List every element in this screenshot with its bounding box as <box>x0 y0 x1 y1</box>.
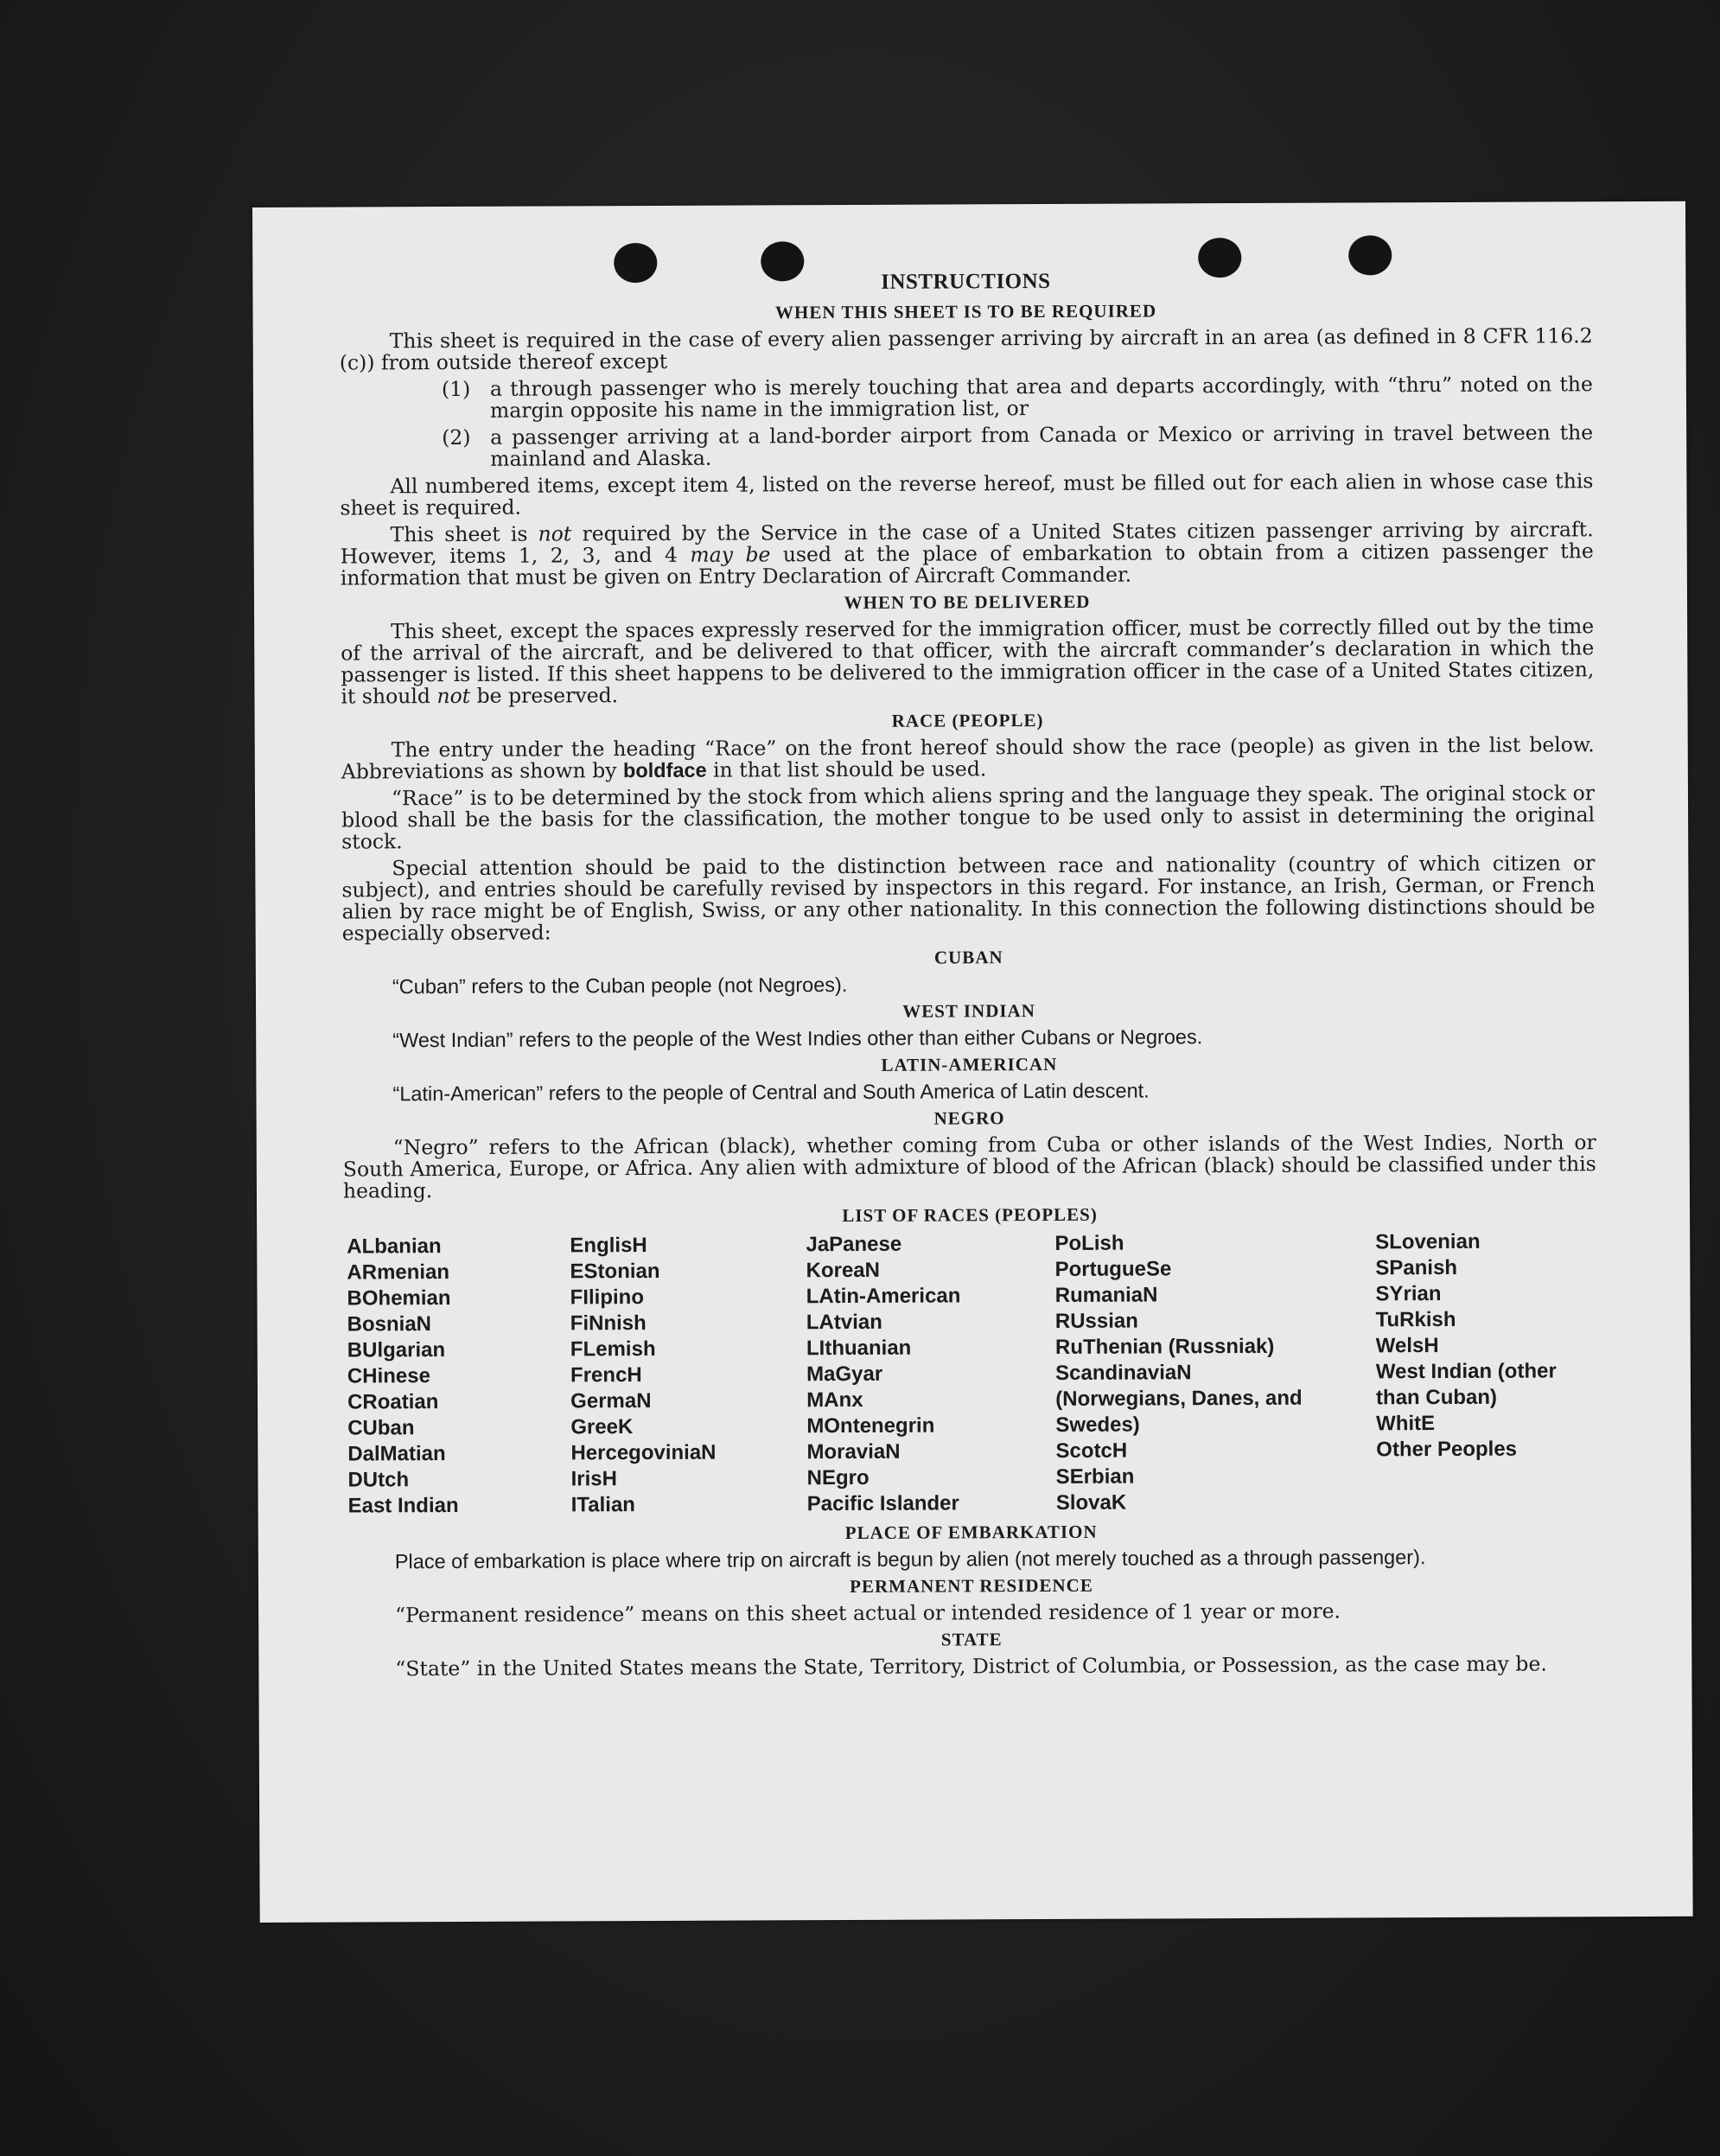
race-list <box>347 1228 1597 1519</box>
race-entry: Other Peoples <box>1376 1437 1518 1462</box>
race-entry: SPanish <box>1375 1255 1458 1280</box>
race-entry: SYrian <box>1375 1282 1442 1306</box>
race-entry: MAnx <box>806 1387 863 1413</box>
race-entry: LIthuanian <box>806 1336 912 1361</box>
race-entry: BUlgarian <box>347 1338 446 1362</box>
race-paragraph-1 <box>341 734 1595 782</box>
cuban-definition: “Cuban” refers to the Cuban people (not Negroes). <box>392 973 848 998</box>
race-column <box>570 1232 807 1518</box>
section-heading-latin-american: LATIN-AMERICAN <box>881 1053 1058 1075</box>
race-entry: DalMatian <box>347 1442 446 1466</box>
race-entry: MoraviaN <box>806 1439 901 1464</box>
race-column <box>1054 1229 1376 1516</box>
emphasis-not: not <box>436 683 471 709</box>
section-heading-required: WHEN THIS SHEET IS TO BE REQUIRED <box>774 300 1157 323</box>
race-entry: GreeK <box>570 1415 634 1439</box>
sheet-content <box>339 267 1598 1685</box>
race-entry: MaGyar <box>806 1362 883 1387</box>
race-entry: RuThenian (Russniak) <box>1054 1334 1275 1359</box>
race-entry: KoreaN <box>806 1258 880 1283</box>
race-entry: JaPanese <box>806 1232 902 1257</box>
race-entry: BOhemian <box>347 1286 451 1311</box>
latin-american-definition: “Latin-American” refers to the people of Central and South America of Latin descent. <box>392 1079 1150 1106</box>
race-paragraph-2: “Race” is to be determined by the stock from which aliens spring and the language they speak. The original stock or blood shall be the basis for the classification, the mother tongue to be used only to assist in determining the original stock. <box>341 781 1596 854</box>
race-entry: ITalian <box>570 1493 635 1517</box>
race-entry: GermaN <box>570 1388 652 1413</box>
race-entry: FiNnish <box>570 1311 647 1336</box>
race-entry: SlovaK <box>1055 1490 1127 1515</box>
race-column <box>347 1233 571 1519</box>
race-entry: Pacific Islander <box>806 1491 959 1516</box>
item-number: (1) <box>441 376 471 402</box>
state-definition: “State” in the United States means the State, Territory, District of Columbia, or Possession, as the case may be. <box>395 1651 1547 1681</box>
exception-item-2 <box>340 422 1593 470</box>
section-heading-embarkation: PLACE OF EMBARKATION <box>844 1521 1098 1544</box>
race-entry: IrisH <box>570 1467 617 1491</box>
race-entry: CRoatian <box>347 1390 439 1414</box>
race-column <box>806 1231 1055 1517</box>
race-entry: DUtch <box>347 1468 410 1492</box>
race-entry: SLovenian <box>1375 1229 1481 1254</box>
numbered-items-paragraph: All numbered items, except item 4, listed on the reverse hereof, must be filled out for each alien in whose case this sheet is required. <box>340 469 1594 520</box>
emphasis-may-be: may be <box>690 542 771 567</box>
race-column <box>1375 1228 1597 1515</box>
section-heading-cuban: CUBAN <box>933 947 1003 968</box>
instruction-sheet <box>252 201 1693 1923</box>
race-entry: ScotcH <box>1055 1438 1128 1463</box>
race-paragraph-3: Special attention should be paid to the distinction between race and nationality (country of which citizen or subject), and entries should be carefully revised by inspectors in this regard. For instance, an Irish, German, or French alien by race might be of English, Swiss, or any other nationality. In this connection the following distinctions should be especially observed: <box>341 851 1596 946</box>
section-heading-list-of-races: LIST OF RACES (PEOPLES) <box>842 1203 1098 1227</box>
text-run: in that list should be used. <box>706 756 987 782</box>
race-entry: SErbian <box>1055 1464 1135 1489</box>
section-heading-race: RACE (PEOPLE) <box>891 710 1044 731</box>
west-indian-definition: “West Indian” refers to the people of the West Indies other than either Cubans or Negroes. <box>392 1025 1203 1052</box>
exception-item-1 <box>340 373 1593 422</box>
text-run: This sheet, except the spaces expressly reserved for the immigration officer, must be correctly filled out by the time of the arrival of the aircraft, and be delivered to that officer, with the aircraft commander’s declaration in which the passenger is listed. If this sheet happens to be delivered to the immigration officer in the case of a United States citizen, it should <box>341 614 1595 709</box>
required-paragraph: This sheet is required in the case of every alien passenger arriving by aircraft in an area (as defined in 8 CFR 116.2 (c)) from outside thereof except <box>339 323 1593 375</box>
section-heading-permanent-residence: PERMANENT RESIDENCE <box>850 1574 1093 1597</box>
text-run: The entry under the heading “Race” on the front hereof should show the race (people) as given in the list below. Abbreviations as shown by <box>341 732 1595 784</box>
race-entry: ARmenian <box>347 1260 450 1285</box>
race-entry: EnglisH <box>570 1234 647 1258</box>
page-title: INSTRUCTIONS <box>881 269 1051 294</box>
race-entry: BosniaN <box>347 1312 432 1336</box>
race-entry: FLemish <box>570 1336 656 1362</box>
text-run: be preserved. <box>470 683 619 708</box>
embarkation-definition: Place of embarkation is place where trip on aircraft is begun by alien (not merely touched as a through passenger). <box>394 1546 1426 1573</box>
race-entry: TuRkish <box>1375 1307 1456 1332</box>
race-entry: LAtin-American <box>806 1284 961 1309</box>
race-entry: RUssian <box>1054 1309 1138 1333</box>
item-number: (2) <box>442 424 471 450</box>
text-run: This sheet is <box>390 521 538 547</box>
citizen-paragraph <box>341 519 1594 589</box>
race-entry: ScandinaviaN (Norwegians, Danes, and Swedes) <box>1055 1361 1303 1437</box>
race-entry: HercegoviniaN <box>570 1440 717 1465</box>
race-entry: FrencH <box>570 1363 642 1387</box>
item-text: a passenger arriving at a land-border airport from Canada or Mexico or arriving in travel between the mainland and Alaska. <box>490 420 1594 471</box>
residence-definition: “Permanent residence” means on this sheet actual or intended residence of 1 year or more. <box>395 1598 1341 1628</box>
race-entry: WhitE <box>1376 1412 1436 1436</box>
race-entry: MOntenegrin <box>806 1413 935 1438</box>
race-entry: West Indian (other than Cuban) <box>1375 1359 1557 1410</box>
section-heading-west-indian: WEST INDIAN <box>902 1000 1035 1022</box>
emphasis-boldface: boldface <box>622 758 707 782</box>
text-run: used at the place of embarkation to obtain from a citizen passenger the information that must be given on Entry Declaration of Aircraft Commander. <box>340 539 1594 590</box>
race-entry: EStonian <box>570 1259 660 1284</box>
section-heading-state: STATE <box>940 1629 1003 1650</box>
race-entry: East Indian <box>347 1493 459 1518</box>
race-entry: PoLish <box>1054 1231 1124 1255</box>
item-text: a through passenger who is merely touching that area and departs accordingly, with “thru” noted on the margin opposite his name in the immigration list, or <box>489 372 1593 423</box>
section-heading-negro: NEGRO <box>933 1107 1005 1129</box>
negro-definition: “Negro” refers to the African (black), whether coming from Cuba or other islands of the West Indies, North or South America, Europe, or Africa. Any alien with admixture of blood of the African (black) should be classified under this heading. <box>342 1130 1596 1203</box>
emphasis-not: not <box>538 521 572 546</box>
race-entry: WelsH <box>1375 1334 1439 1358</box>
race-entry: LAtvian <box>806 1310 882 1335</box>
race-entry: RumaniaN <box>1054 1283 1158 1307</box>
race-entry: PortugueSe <box>1054 1257 1172 1281</box>
delivered-paragraph <box>341 616 1594 707</box>
text-run: required by the Service in the case of a United States citizen passenger arriving by aircraft. However, items 1, 2, 3, and 4 <box>340 517 1594 569</box>
race-entry: FIlipino <box>570 1285 645 1310</box>
race-entry: CUban <box>347 1416 415 1440</box>
section-heading-delivered: WHEN TO BE DELIVERED <box>844 590 1091 614</box>
race-entry: NEgro <box>806 1465 870 1490</box>
race-entry: ALbanian <box>347 1234 442 1259</box>
race-entry: CHinese <box>347 1364 431 1388</box>
